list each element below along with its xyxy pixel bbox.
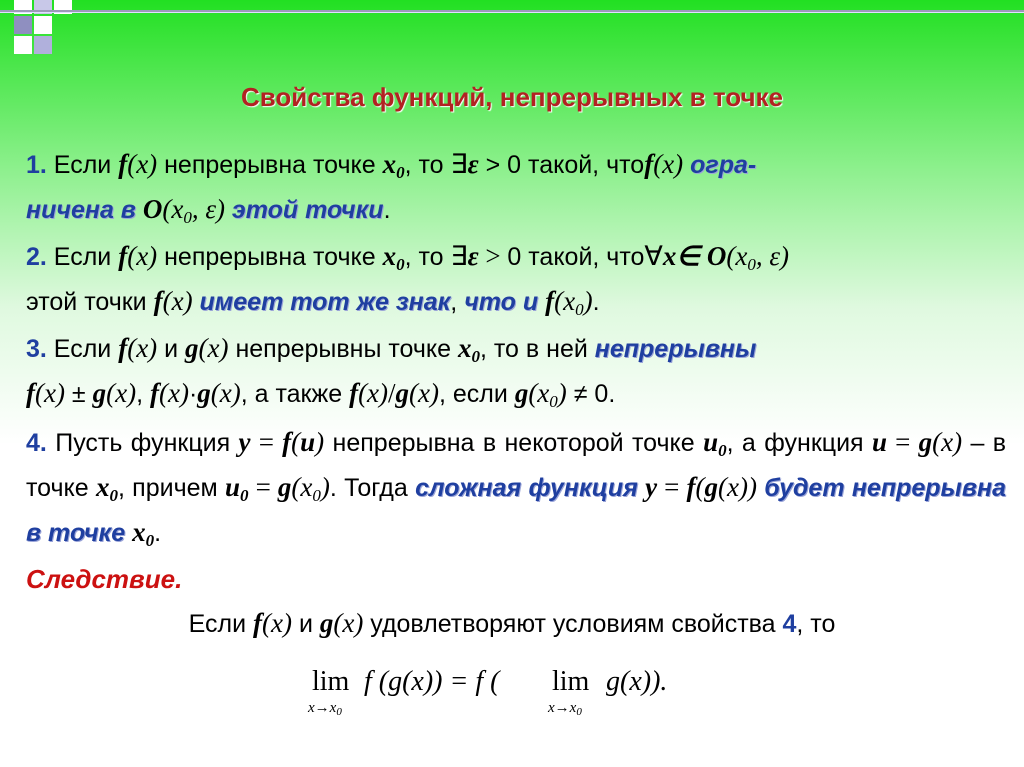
math: f xyxy=(118,149,128,179)
text: и xyxy=(292,610,320,638)
math: = xyxy=(250,427,283,457)
math: g xyxy=(92,378,107,408)
lim-operator: lim xyxy=(552,666,590,697)
math: f xyxy=(644,149,654,179)
math-sub: 0 xyxy=(718,441,727,460)
slide-title: Свойства функций, непрерывных в точке xyxy=(240,82,784,112)
highlight: что и xyxy=(464,288,546,316)
math: g xyxy=(319,608,334,638)
math: , ε) xyxy=(755,241,789,271)
math: f xyxy=(118,241,128,271)
math: O xyxy=(706,241,727,271)
consequence-heading: Следствие. xyxy=(26,564,183,594)
text: непрерывна точке xyxy=(157,151,383,179)
math: f xyxy=(26,378,35,408)
math: ε xyxy=(467,241,479,271)
math: x∈ xyxy=(662,241,700,271)
text: . Тогда xyxy=(329,474,416,502)
math: f xyxy=(253,608,263,638)
text: , то в ней xyxy=(480,335,595,363)
text: , то xyxy=(404,243,451,271)
text: ± xyxy=(64,380,93,408)
property-1 xyxy=(26,146,1006,236)
property-4: 4. Пусть функция y = f(u) непрерывна в некоторой точке $u_0$, а функция u = g(x) – в точке $x_0$, причем $u_0 = g(x_0)$. Тогда сложная функция y = f(g(x)) будет непрерывна в точке $x_0$. xyxy=(26,427,1007,550)
math: x xyxy=(382,241,397,271)
lim-subscript-zero: 0 xyxy=(576,706,582,718)
highlight: будет непрерывна в точке xyxy=(26,474,1007,547)
exists-symbol: ∃ xyxy=(450,241,468,271)
math: (x) xyxy=(35,378,65,408)
math-sub: 0 xyxy=(109,486,118,505)
math: (x) xyxy=(127,149,158,179)
exists-symbol: ∃ xyxy=(450,149,468,179)
text: 0 такой, что xyxy=(507,243,645,271)
consequence-line xyxy=(0,608,1024,639)
math: (x) xyxy=(262,608,292,638)
text: , если xyxy=(439,380,515,408)
top-divider-light xyxy=(0,12,1024,13)
math: g xyxy=(395,378,410,408)
math: = xyxy=(887,427,919,457)
math: (x) xyxy=(210,378,241,408)
math: g xyxy=(185,333,199,363)
text: . xyxy=(154,519,162,547)
text: , причем xyxy=(117,474,225,502)
math: g xyxy=(514,378,529,408)
highlight: имеет тот же знак xyxy=(199,288,451,316)
math-sub: 0 xyxy=(145,531,155,550)
text: , то xyxy=(796,610,836,638)
math: x xyxy=(382,149,397,179)
math: f xyxy=(118,333,128,363)
text: Если xyxy=(46,151,119,179)
math-sub: 0 xyxy=(312,486,321,505)
text: Пусть функция xyxy=(46,429,239,457)
math: u xyxy=(871,427,887,457)
highlight: сложная функция xyxy=(415,474,646,502)
property-number: 3. xyxy=(26,335,47,363)
property-ref: 4 xyxy=(782,610,797,638)
text: Если xyxy=(46,243,119,271)
highlight: огра- xyxy=(690,151,757,179)
math: (x) xyxy=(358,378,389,408)
math: (x) xyxy=(127,241,158,271)
text: такой, что xyxy=(521,151,645,179)
decor-square xyxy=(34,36,52,54)
math: f xyxy=(686,472,696,502)
lim-subscript xyxy=(308,700,342,718)
math: g xyxy=(277,472,292,502)
property-number: 1. xyxy=(26,151,47,179)
math: = xyxy=(657,472,687,502)
math: f xyxy=(149,378,159,408)
math: (x) xyxy=(127,333,158,363)
math: (x xyxy=(554,286,576,316)
formula-rhs: g(x)). xyxy=(606,666,668,697)
math: g xyxy=(918,427,933,457)
math: y xyxy=(645,472,658,502)
math: (x) xyxy=(333,608,364,638)
text: ≠ 0. xyxy=(566,380,616,408)
highlight: непрерывны xyxy=(594,335,757,363)
lim-subscript xyxy=(548,700,582,718)
math: = xyxy=(248,472,278,502)
math: (x xyxy=(528,378,550,408)
text: этой точки xyxy=(26,288,154,316)
highlight: ничена в xyxy=(26,196,143,224)
text: и xyxy=(157,335,186,363)
math: (x xyxy=(726,241,748,271)
lim-subscript-zero: 0 xyxy=(336,706,342,718)
property-number: 4. xyxy=(26,429,47,457)
text: . xyxy=(592,288,600,316)
property-3: 3. Если f(x) и g(x) непрерывны точке $x_0$, то в ней непрерывны f(x) ± g(x), f(x)·g(x), а также f(x)/g(x), если $g(x_0) \ne 0$. xyxy=(26,333,757,411)
text: , а функция xyxy=(726,429,872,457)
math: x xyxy=(132,517,146,547)
lim-operator: lim xyxy=(312,666,350,697)
text: – в точке xyxy=(26,429,1007,502)
math-sub: 0 xyxy=(183,208,192,227)
math: u xyxy=(224,472,240,502)
math-sub: 0 xyxy=(575,300,584,319)
math: / xyxy=(388,378,396,408)
forall-symbol: ∀ xyxy=(644,241,663,271)
property-number: 2. xyxy=(26,243,47,271)
property-2: 2. Если f(x) непрерывна точке $x_0$, то ∃ε > 0 такой, что∀x∈ $O(x_0$, ε) этой точки f(x) имеет тот же знак, что и $f(x_0)$. xyxy=(26,241,789,319)
math-sub: 0 xyxy=(240,486,249,505)
math: g xyxy=(704,472,718,502)
math: (x xyxy=(291,472,313,502)
math: O xyxy=(142,194,163,224)
math: f xyxy=(153,286,163,316)
math: x xyxy=(458,333,472,363)
decor-square xyxy=(14,16,32,34)
math: (x) xyxy=(653,149,684,179)
math: (x) xyxy=(162,286,193,316)
text: Если xyxy=(188,610,254,638)
math: f xyxy=(349,378,359,408)
math: g xyxy=(197,378,211,408)
lim-subscript-text: x→x xyxy=(308,700,337,716)
text: , а также xyxy=(240,380,350,408)
text: непрерывна точке xyxy=(157,243,383,271)
math: u xyxy=(300,427,316,457)
math-sub: 0 xyxy=(396,255,405,274)
math: (x) xyxy=(198,333,229,363)
text: . xyxy=(383,196,391,224)
math-sub: 0 xyxy=(549,392,558,411)
math: , ε) xyxy=(191,194,225,224)
math: (x) xyxy=(409,378,440,408)
text: , то xyxy=(404,151,451,179)
text: Если xyxy=(46,335,119,363)
text: , xyxy=(450,288,465,316)
math-sub: 0 xyxy=(471,347,480,366)
math: x xyxy=(95,472,110,502)
math-sub: 0 xyxy=(747,255,756,274)
decor-square xyxy=(34,16,52,34)
lim-subscript-text: x→x xyxy=(548,700,577,716)
math: f xyxy=(282,427,292,457)
text: непрерывны точке xyxy=(228,335,458,363)
text: > 0 xyxy=(478,151,522,179)
math: ε xyxy=(467,149,479,179)
text: удовлетворяют условиям свойства xyxy=(363,610,783,638)
text: · xyxy=(188,380,198,408)
math: (x) xyxy=(717,472,748,502)
math-sub: 0 xyxy=(396,163,405,182)
math: (x) xyxy=(106,378,137,408)
text: непрерывна в некоторой точке xyxy=(324,429,704,457)
limit-formula xyxy=(308,666,732,726)
highlight: этой точки xyxy=(224,196,384,224)
formula-lhs: f (g(x)) = f ( xyxy=(364,666,500,697)
math: u xyxy=(703,427,719,457)
math: y xyxy=(238,427,251,457)
decor-square xyxy=(14,36,32,54)
math: (x) xyxy=(158,378,189,408)
math: f xyxy=(545,286,555,316)
math: (x xyxy=(162,194,184,224)
math: (x) xyxy=(932,427,963,457)
